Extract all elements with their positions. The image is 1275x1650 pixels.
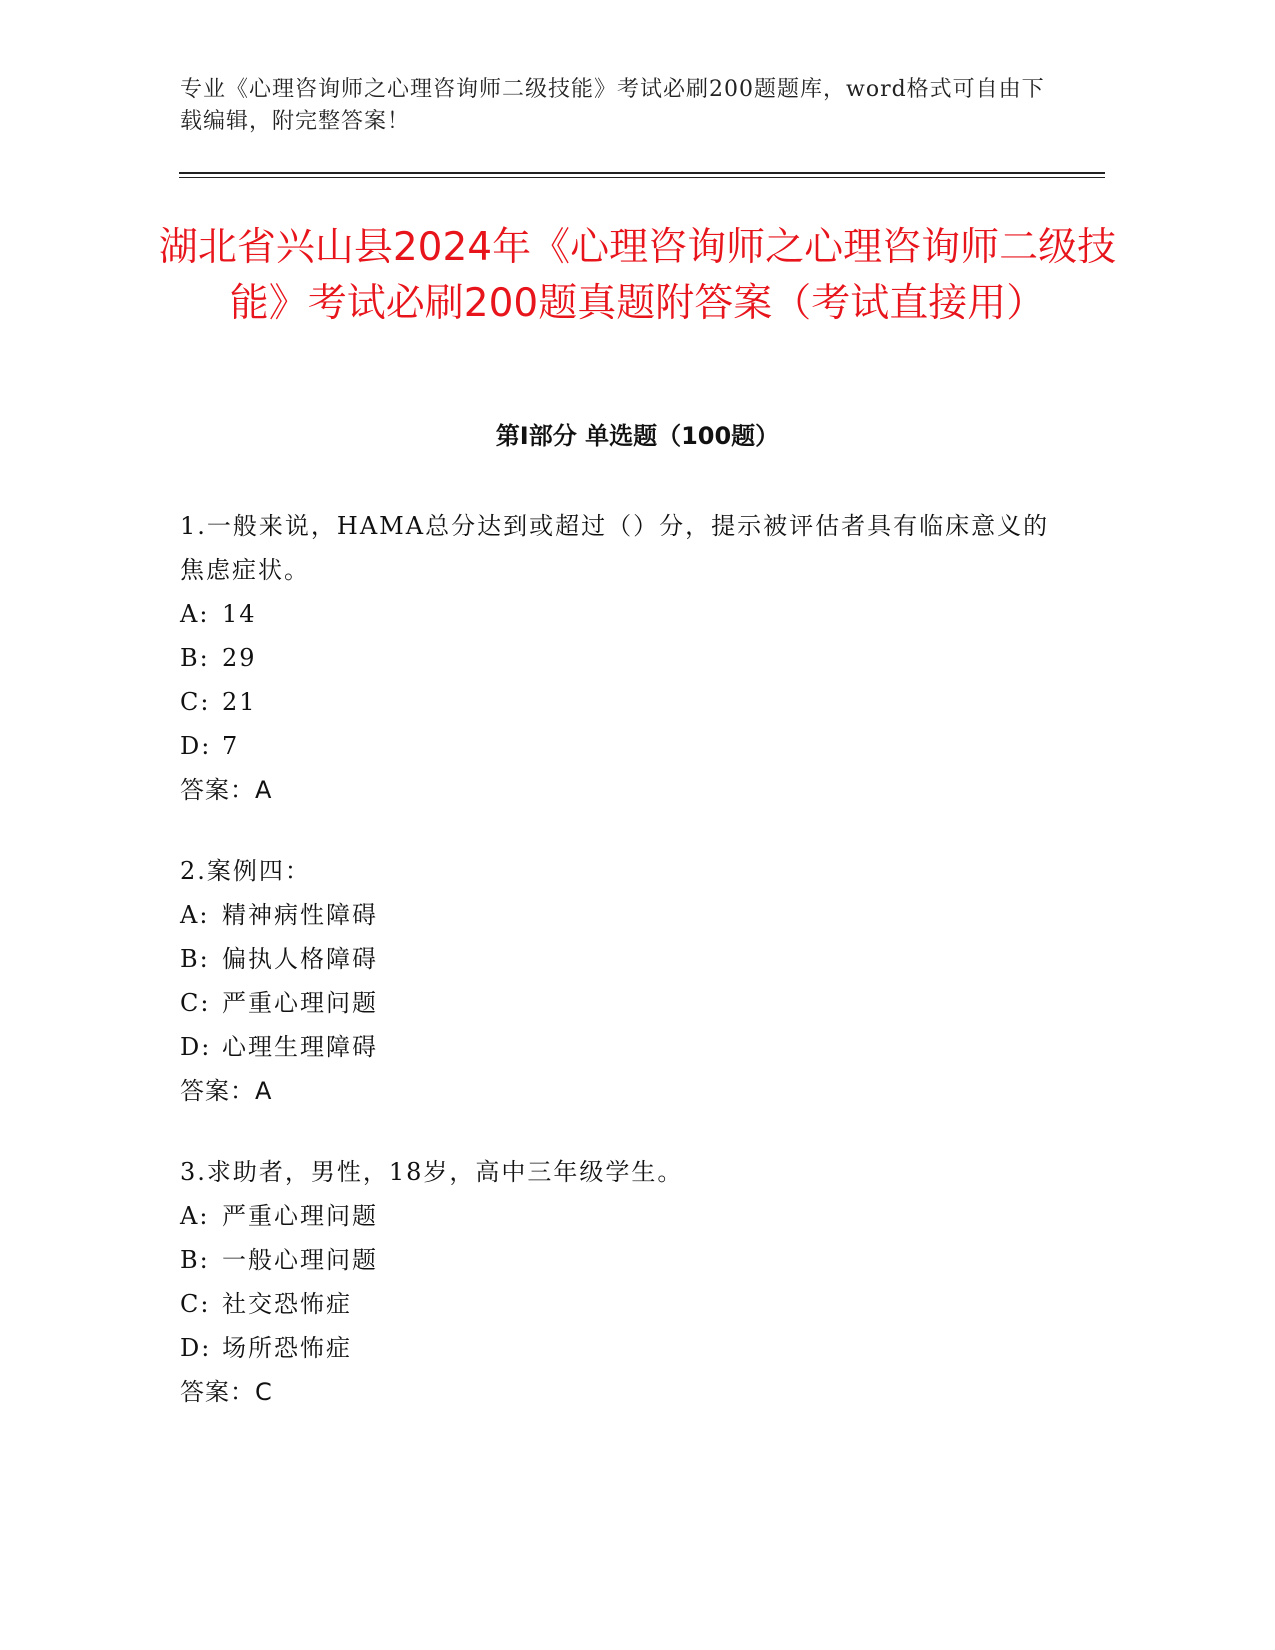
option-key: B: (180, 644, 210, 672)
option-text: 严重心理问题 (222, 1202, 378, 1230)
option-text: 社交恐怖症 (222, 1290, 352, 1318)
option-text: 14 (222, 600, 257, 628)
option-b (180, 1238, 1060, 1282)
question-stem: 1.一般来说，HAMA总分达到或超过（）分，提示被评估者具有临床意义的焦虑症状。 (180, 512, 1050, 584)
option-key: B: (180, 1246, 210, 1274)
section-title: 第I部分 单选题（100题） (495, 422, 780, 450)
option-key: D: (180, 1033, 212, 1061)
answer-line: 答案：C (180, 1378, 273, 1406)
option-a (180, 1194, 1060, 1238)
option-key: D: (180, 1334, 212, 1362)
option-key: C: (180, 688, 211, 716)
option-key: B: (180, 945, 210, 973)
option-c (180, 1282, 1060, 1326)
option-c (180, 680, 1060, 724)
question-3 (180, 1150, 1060, 1414)
option-text: 心理生理障碍 (222, 1033, 378, 1061)
option-key: A: (180, 901, 210, 929)
option-key: C: (180, 989, 211, 1017)
answer-line: 答案：A (180, 776, 273, 804)
option-b (180, 937, 1060, 981)
option-a (180, 893, 1060, 937)
question-2 (180, 849, 1060, 1113)
option-key: A: (180, 1202, 210, 1230)
option-text: 场所恐怖症 (222, 1334, 352, 1362)
header-divider-thin (179, 177, 1105, 178)
option-key: D: (180, 732, 212, 760)
question-1 (180, 504, 1060, 812)
header-note: 专业《心理咨询师之心理咨询师二级技能》考试必刷200题题库，word格式可自由下载编辑，附完整答案！ (180, 77, 1045, 134)
option-text: 精神病性障碍 (222, 901, 378, 929)
option-text: 一般心理问题 (222, 1246, 378, 1274)
option-d (180, 1025, 1060, 1069)
question-stem: 2.案例四： (180, 857, 311, 885)
option-d (180, 1326, 1060, 1370)
answer-line: 答案：A (180, 1077, 273, 1105)
document-title: 湖北省兴山县2024年《心理咨询师之心理咨询师二级技能》考试必刷200题真题附答案（考试直接用） (158, 225, 1117, 326)
option-d (180, 724, 1060, 768)
option-text: 7 (222, 732, 240, 760)
question-stem: 3.求助者，男性，18岁，高中三年级学生。 (180, 1158, 684, 1186)
option-a (180, 592, 1060, 636)
option-key: A: (180, 600, 210, 628)
question-list (180, 504, 1060, 1451)
option-key: C: (180, 1290, 211, 1318)
option-text: 偏执人格障碍 (222, 945, 378, 973)
option-b (180, 636, 1060, 680)
option-text: 29 (222, 644, 257, 672)
option-c (180, 981, 1060, 1025)
option-text: 21 (222, 688, 257, 716)
option-text: 严重心理问题 (222, 989, 378, 1017)
header-divider-thick (179, 172, 1105, 174)
